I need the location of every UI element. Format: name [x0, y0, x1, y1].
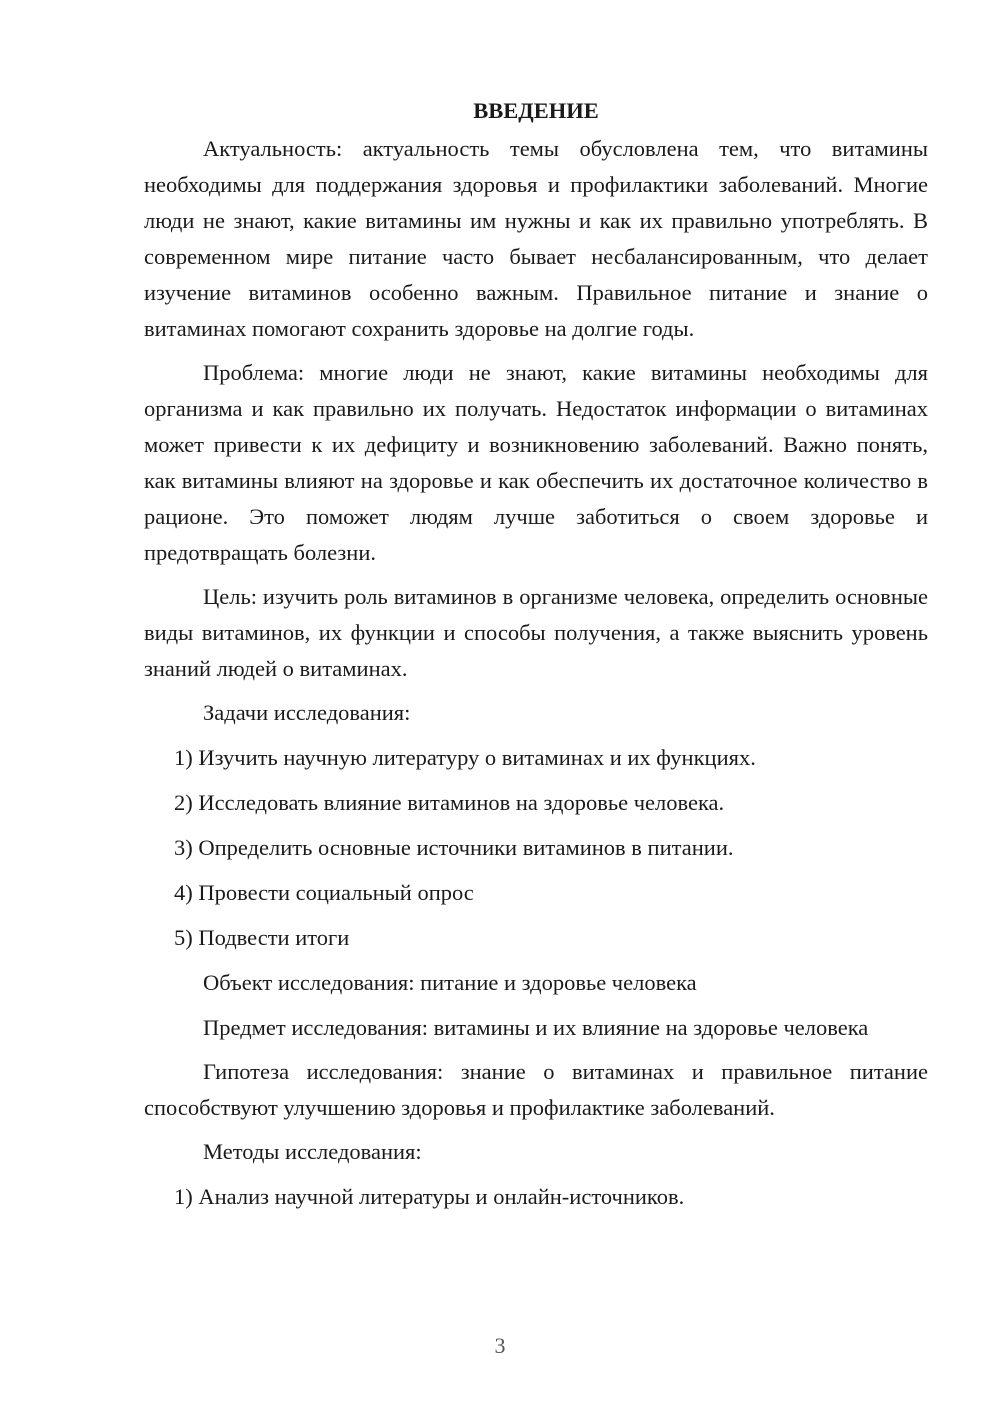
page-title: ВВЕДЕНИЕ: [473, 98, 599, 123]
problem-paragraph: Проблема: многие люди не знают, какие витамины необходимы для организма и как правильно их получать. Недостаток информации о витаминах может привести к их дефициту и возникновению заболеваний. Важно понять, как витамины влияют на здоровье и как обеспечить их достаточное количество в рационе. Это поможет людям лучше заботиться о своем здоровье и предотвращать болезни.: [144, 360, 928, 565]
task-item-3: 3) Определить основные источники витаминов в питании.: [174, 835, 734, 860]
task-item-2: 2) Исследовать влияние витаминов на здоровье человека.: [174, 790, 725, 815]
tasks-heading: Задачи исследования:: [203, 700, 411, 725]
task-item-5: 5) Подвести итоги: [174, 925, 350, 950]
subject-paragraph: Предмет исследования: витамины и их влияние на здоровье человека: [203, 1015, 869, 1040]
methods-heading: Методы исследования:: [203, 1139, 422, 1164]
method-item-1: 1) Анализ научной литературы и онлайн-источников.: [174, 1184, 685, 1209]
page-number: 3: [494, 1333, 506, 1358]
task-item-4: 4) Провести социальный опрос: [174, 880, 474, 905]
object-paragraph: Объект исследования: питание и здоровье человека: [203, 970, 697, 995]
goal-paragraph: Цель: изучить роль витаминов в организме человека, определить основные виды витаминов, их функции и способы получения, а также выяснить уровень знаний людей о витаминах.: [144, 584, 928, 681]
page-content: [144, 93, 928, 1224]
relevance-paragraph: Актуальность: актуальность темы обусловлена тем, что витамины необходимы для поддержания здоровья и профилактики заболеваний. Многие люди не знают, какие витамины им нужны и как их правильно употреблять. В современном мире питание часто бывает несбалансированным, что делает изучение витаминов особенно важным. Правильное питание и знание о витаминах помогают сохранить здоровье на долгие годы.: [144, 136, 928, 341]
hypothesis-paragraph: Гипотеза исследования: знание о витаминах и правильное питание способствуют улучшению здоровья и профилактике заболеваний.: [144, 1059, 928, 1120]
task-item-1: 1) Изучить научную литературу о витаминах и их функциях.: [174, 745, 756, 770]
